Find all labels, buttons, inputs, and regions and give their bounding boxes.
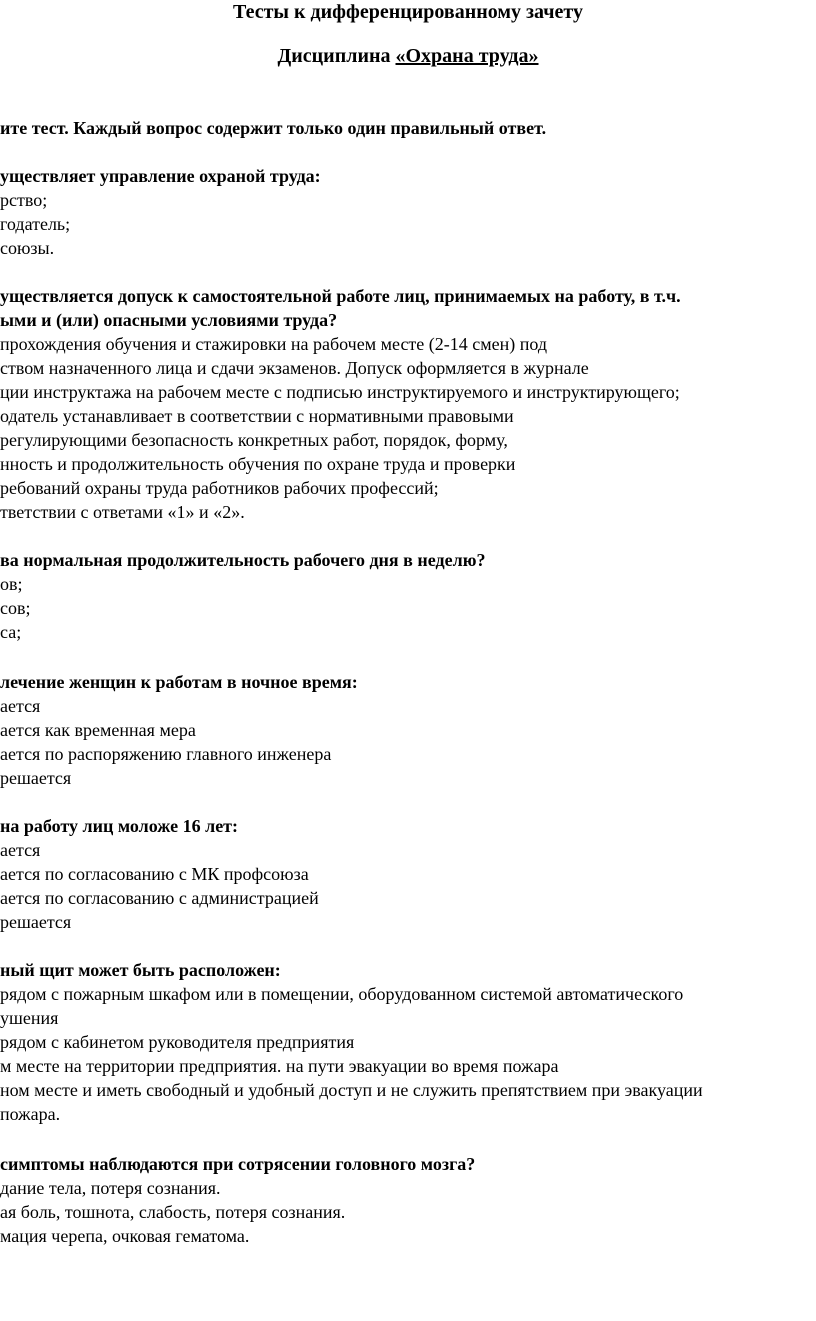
answer-2-line-5: регулирующими безопасность конкретных работ, порядок, форму, [0, 430, 508, 450]
document-title: Тесты к дифференцированному зачету [233, 1, 583, 23]
question-4: лечение женщин к работам в ночное время: [0, 672, 358, 692]
discipline-heading [0, 44, 816, 68]
answer-4-3: ается по распоряжению главного инженера [0, 744, 332, 764]
question-6: ный щит может быть расположен: [0, 960, 281, 980]
answer-6-line-2: ушения [0, 1008, 59, 1028]
question-2-line-1: уществляется допуск к самостоятельной работе лиц, принимаемых на работу, в т.ч. [0, 286, 681, 306]
answer-2-line-2: ством назначенного лица и сдачи экзаменов. Допуск оформляется в журнале [0, 358, 589, 378]
answer-7-2: ая боль, тошнота, слабость, потеря сознания. [0, 1202, 346, 1222]
answer-6-line-1: рядом с пожарным шкафом или в помещении, оборудованном системой автоматического [0, 984, 684, 1004]
answer-5-2: ается по согласованию с МК профсоюза [0, 864, 309, 884]
answer-4-4: решается [0, 768, 72, 788]
answer-2-line-4: одатель устанавливает в соответствии с нормативными правовыми [0, 406, 514, 426]
question-5: на работу лиц моложе 16 лет: [0, 816, 239, 836]
question-7: симптомы наблюдаются при сотрясении головного мозга? [0, 1154, 476, 1174]
answer-6-line-6: пожара. [0, 1104, 61, 1124]
question-1: уществляет управление охраной труда: [0, 166, 321, 186]
answer-6-line-5: ном месте и иметь свободный и удобный доступ и не служить препятствием при эвакуации [0, 1080, 703, 1100]
question-2-line-2: ыми и (или) опасными условиями труда? [0, 310, 338, 330]
discipline-name: «Охрана труда» [395, 45, 539, 67]
answer-2-line-8: тветствии с ответами «1» и «2». [0, 502, 245, 522]
answer-1-3: союзы. [0, 238, 55, 258]
answer-4-2: ается как временная мера [0, 720, 196, 740]
answer-5-1: ается [0, 840, 41, 860]
answer-6-line-3: рядом с кабинетом руководителя предприятия [0, 1032, 355, 1052]
answer-2-line-6: нность и продолжительность обучения по охране труда и проверки [0, 454, 516, 474]
discipline-label: Дисциплина [277, 45, 396, 67]
question-3: ва нормальная продолжительность рабочего дня в неделю? [0, 550, 486, 570]
answer-2-line-3: ции инструктажа на рабочем месте с подписью инструктируемого и инструктирующего; [0, 382, 680, 402]
answer-5-4: решается [0, 912, 72, 932]
answer-3-1: ов; [0, 574, 23, 594]
answer-5-3: ается по согласованию с администрацией [0, 888, 319, 908]
answer-7-1: дание тела, потеря сознания. [0, 1178, 221, 1198]
answer-6-line-4: м месте на территории предприятия. на пути эвакуации во время пожара [0, 1056, 559, 1076]
answer-3-2: сов; [0, 598, 31, 618]
answer-2-line-1: прохождения обучения и стажировки на рабочем месте (2-14 смен) под [0, 334, 548, 354]
answer-7-3: мация черепа, очковая гематома. [0, 1226, 250, 1246]
answer-3-3: са; [0, 622, 22, 642]
answer-1-1: рство; [0, 190, 48, 210]
answer-1-2: годатель; [0, 214, 71, 234]
instruction-text: ите тест. Каждый вопрос содержит только один правильный ответ. [0, 118, 547, 138]
answer-2-line-7: ребований охраны труда работников рабочих профессий; [0, 478, 439, 498]
answer-4-1: ается [0, 696, 41, 716]
